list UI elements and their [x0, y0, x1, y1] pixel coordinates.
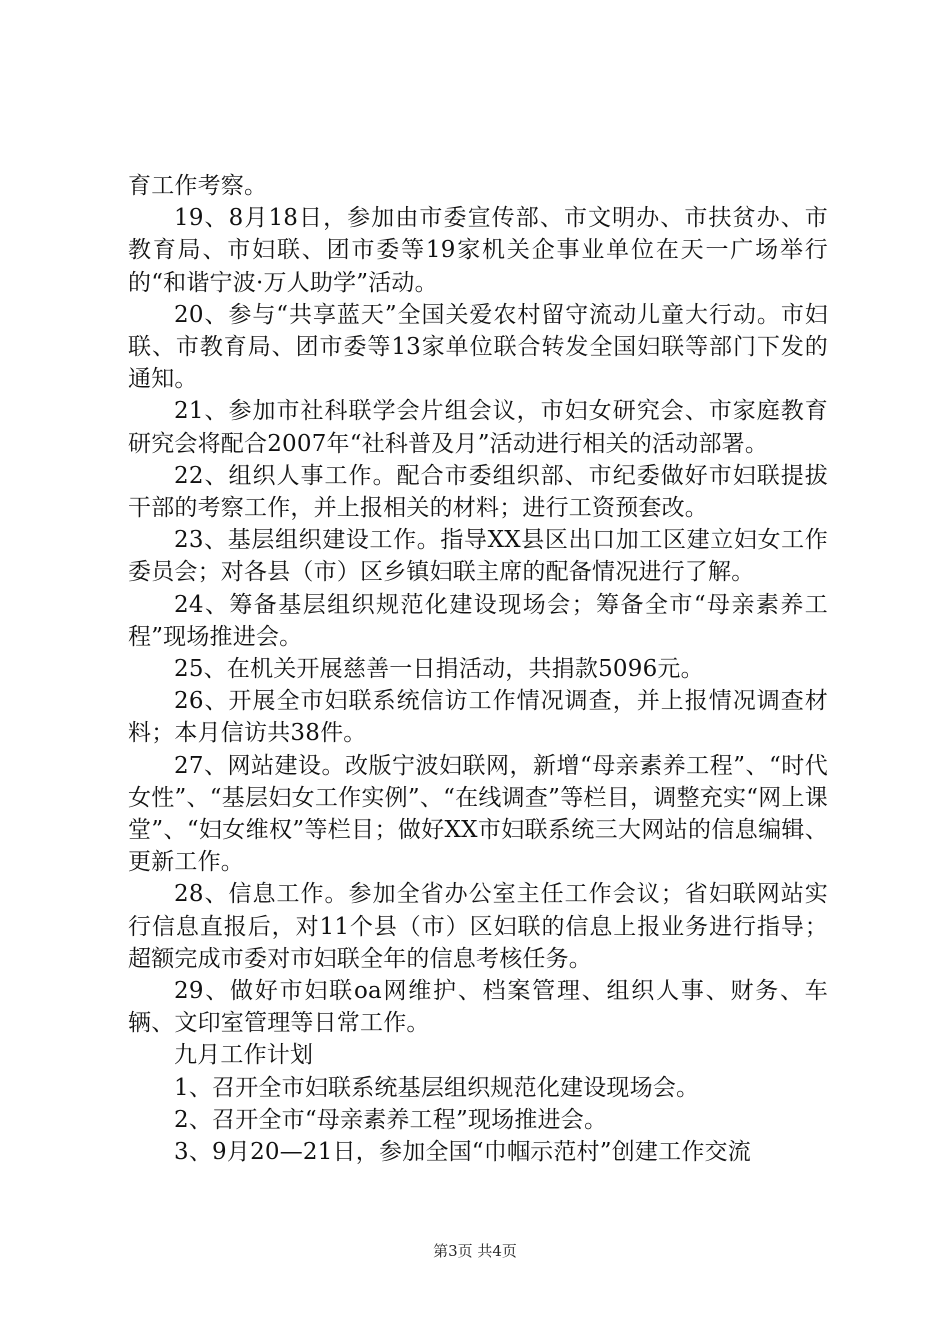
paragraph: 九月工作计划	[174, 1042, 314, 1069]
paragraph: 2、召开全市“母亲素养工程”现场推进会。	[174, 1106, 608, 1133]
paragraph: 23、基层组织建设工作。指导XX县区出口加工区建立妇女工作委员会；对各县（市）区乡镇妇联主席的配备情况进行了解。	[128, 527, 828, 586]
paragraph: 29、做好市妇联oa网维护、档案管理、组织人事、财务、车辆、文印室管理等日常工作。	[128, 978, 828, 1037]
document-body	[128, 170, 828, 1168]
paragraph: 27、网站建设。改版宁波妇联网，新增“母亲素养工程”、“时代女性”、“基层妇女工作实例”、“在线调查”等栏目，调整充实“网上课堂”、“妇女维权”等栏目；做好XX市妇联系统三大网站的信息编辑、更新工作。	[128, 752, 828, 876]
paragraph: 25、在机关开展慈善一日捐活动，共捐款5096元。	[174, 656, 704, 683]
paragraph: 22、组织人事工作。配合市委组织部、市纪委做好市妇联提拔干部的考察工作，并上报相关的材料；进行工资预套改。	[128, 462, 828, 522]
paragraph: 28、信息工作。参加全省办公室主任工作会议；省妇联网站实行信息直报后，对11个县（市）区妇联的信息上报业务进行指导；超额完成市委对市妇联全年的信息考核任务。	[128, 881, 828, 972]
paragraph: 26、开展全市妇联系统信访工作情况调查，并上报情况调查材料；本月信访共38件。	[128, 688, 828, 747]
paragraph: 21、参加市社科联学会片组会议，市妇女研究会、市家庭教育研究会将配合2007年“社科普及月”活动进行相关的活动部署。	[128, 398, 828, 457]
paragraph: 1、召开全市妇联系统基层组织规范化建设现场会。	[174, 1074, 700, 1101]
paragraph: 19、8月18日，参加由市委宣传部、市文明办、市扶贫办、市教育局、市妇联、团市委等19家机关企事业单位在天一广场举行的“和谐宁波·万人助学”活动。	[128, 205, 828, 296]
paragraph: 3、9月20—21日，参加全国“巾帼示范村”创建工作交流	[174, 1139, 751, 1166]
paragraph: 24、筹备基层组织规范化建设现场会；筹备全市“母亲素养工程”现场推进会。	[128, 591, 828, 650]
paragraph: 育工作考察。	[128, 173, 268, 199]
paragraph: 20、参与“共享蓝天”全国关爱农村留守流动儿童大行动。市妇联、市教育局、团市委等13家单位联合转发全国妇联等部门下发的通知。	[128, 301, 828, 393]
page-footer: 第3页 共4页	[433, 1242, 517, 1260]
